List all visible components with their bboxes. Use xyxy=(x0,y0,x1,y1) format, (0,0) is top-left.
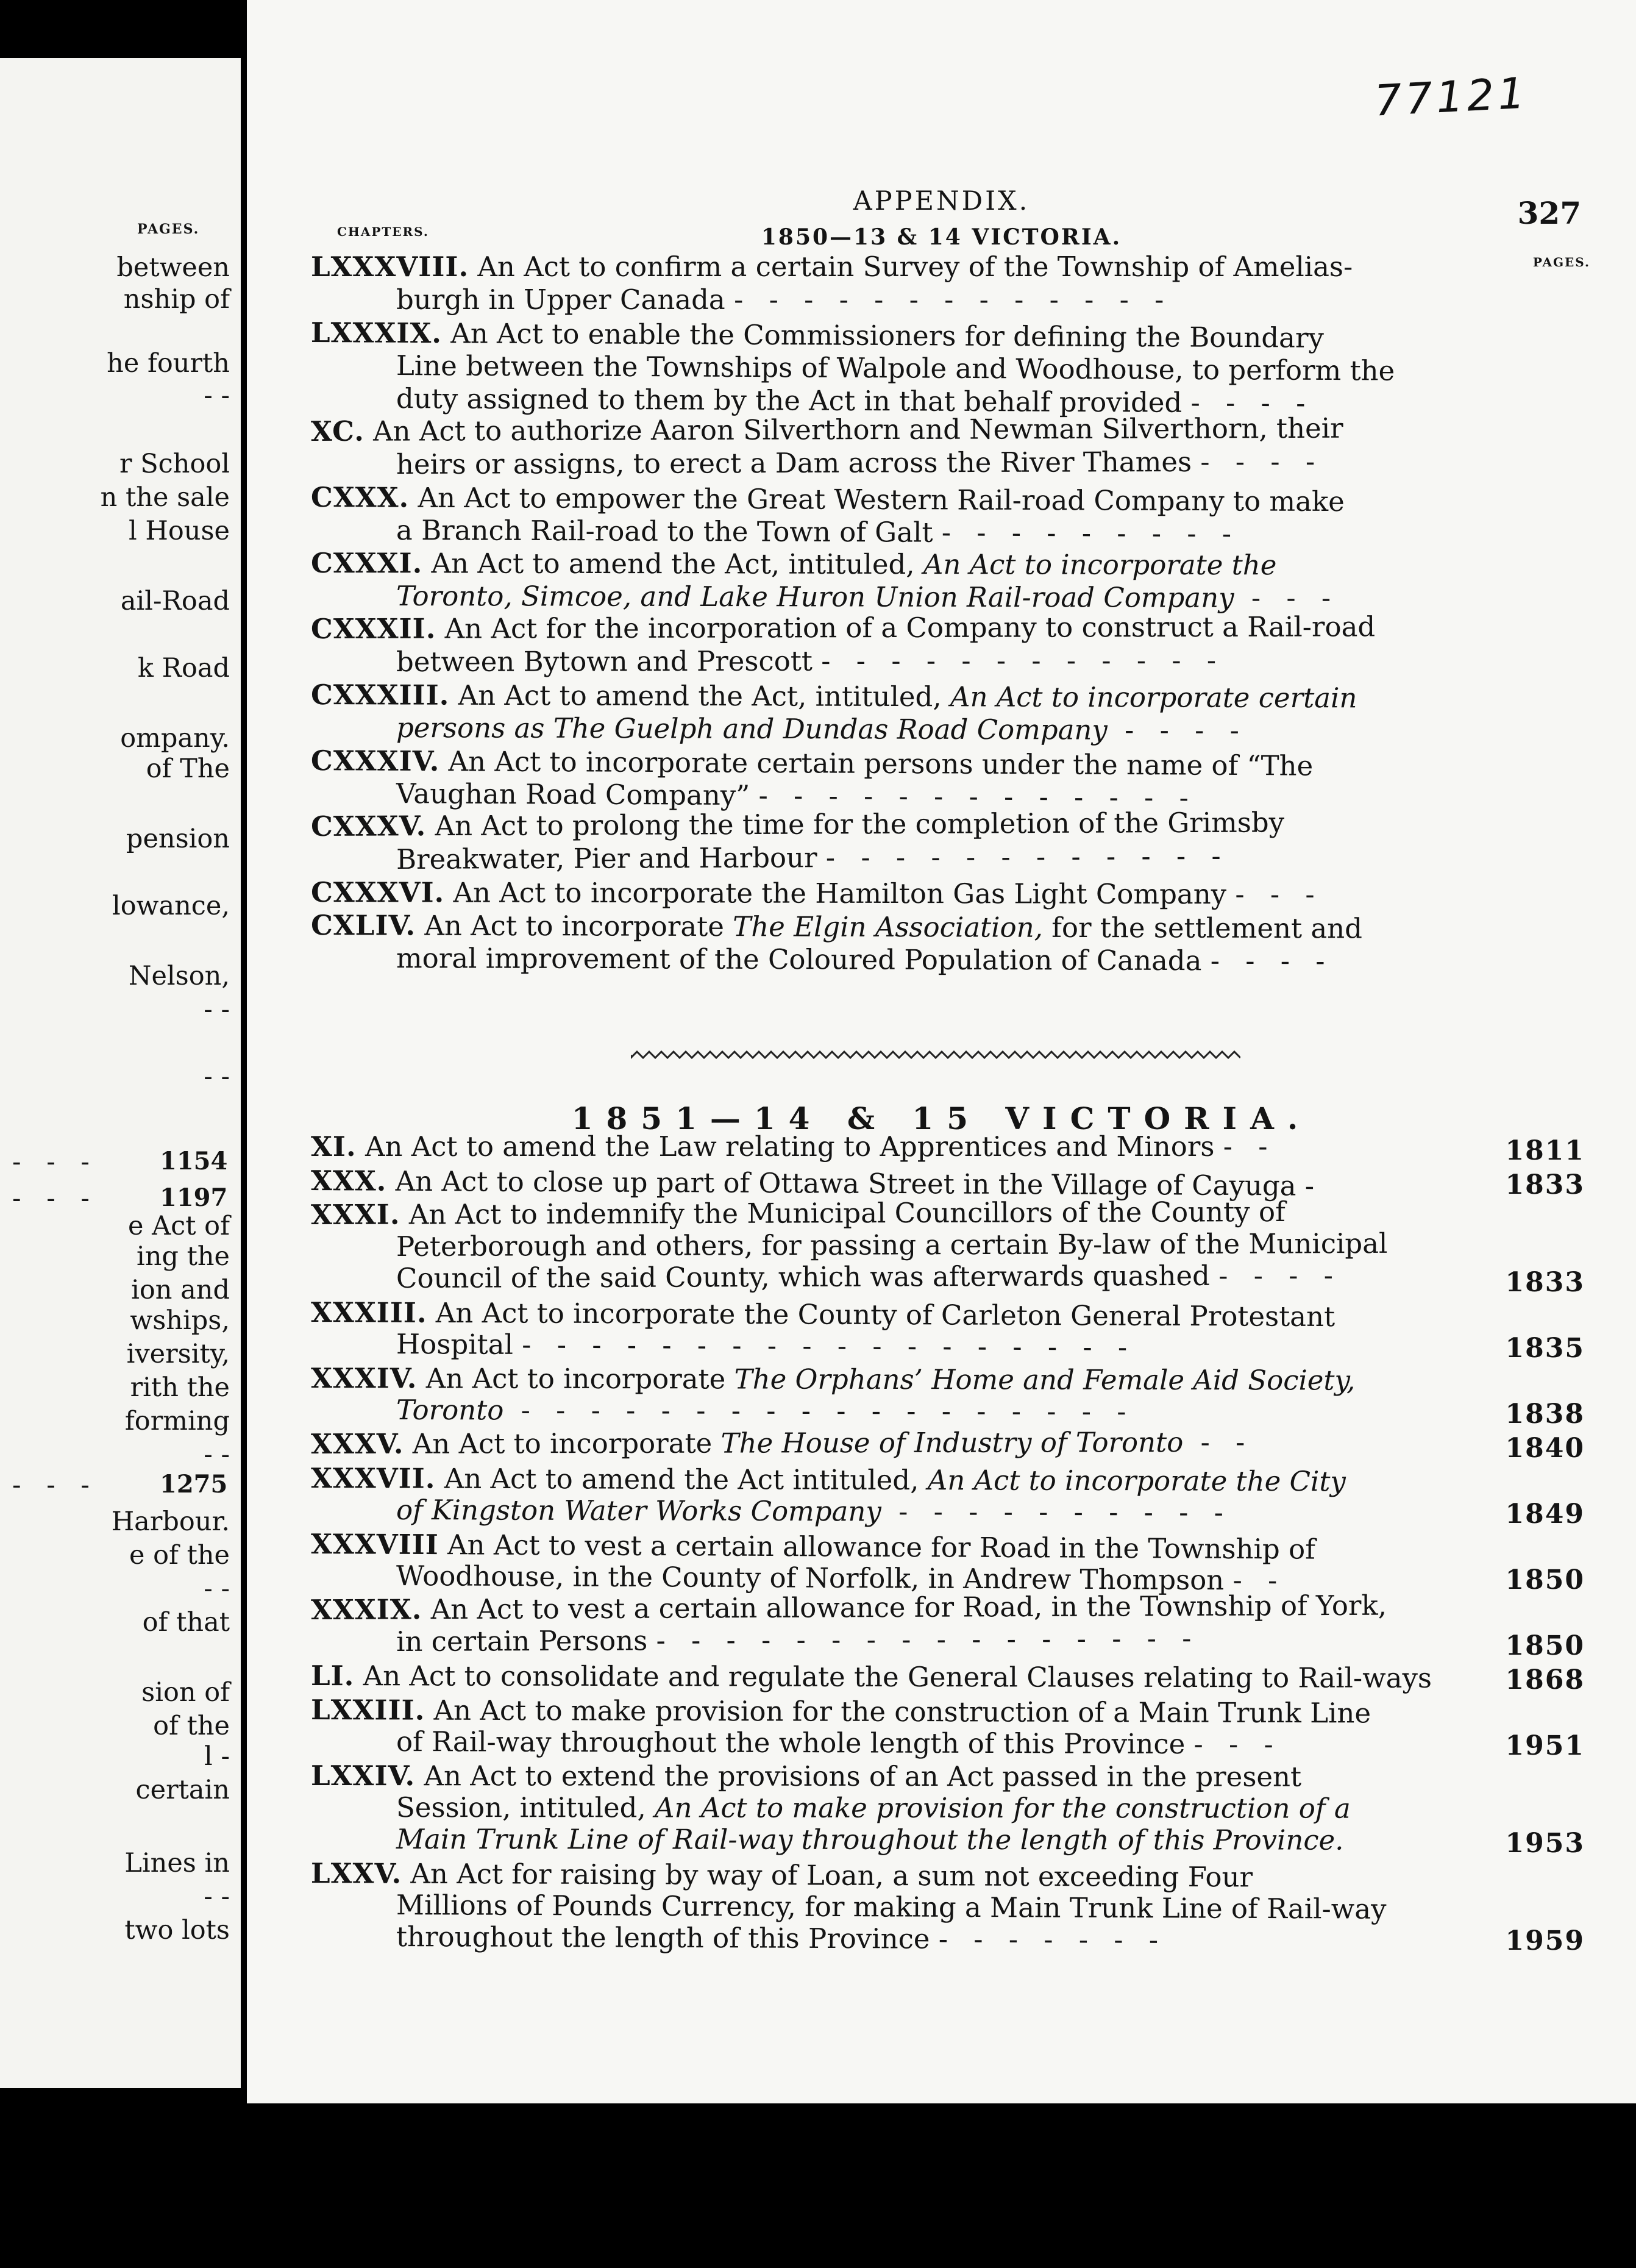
act-text: An Act for the incorporation of a Company to construct a Rail-road xyxy=(436,610,1376,645)
act-text: Main Trunk Line of Rail-way throughout the length of this Province. xyxy=(396,1823,1344,1856)
leader-dashes: - - - - - - - - - - - - - - - - xyxy=(656,1622,1200,1657)
chapter-number: XI. xyxy=(311,1130,357,1163)
leader-dashes: - - xyxy=(1232,1564,1286,1597)
left-text-fragment: Lines in xyxy=(124,1848,230,1878)
chapter-number: CXXXIV. xyxy=(310,744,440,778)
left-text-fragment: ing the xyxy=(136,1241,230,1272)
act-text: of Kingston Water Works Company xyxy=(396,1494,881,1528)
act-line xyxy=(396,284,1173,316)
chapter-number: LXXIII. xyxy=(310,1694,425,1727)
chapter-number: LI. xyxy=(310,1660,355,1692)
act-line xyxy=(396,1560,1286,1597)
left-text-fragment: - - xyxy=(204,1574,230,1604)
act-line xyxy=(310,1164,1323,1202)
page-reference: 1811 xyxy=(1505,1135,1585,1166)
act-text: An Act to amend the Act, intituled, xyxy=(449,679,951,713)
page-reference: 1850 xyxy=(1505,1630,1585,1661)
chapter-number: CXXXIII. xyxy=(310,679,450,711)
act-line xyxy=(311,1130,1276,1163)
left-text-fragment: e Act of xyxy=(127,1211,230,1241)
act-text: An Act to prolong the time for the completion of the Grimsby xyxy=(426,806,1285,843)
act-text: An Act to incorporate certain persons under the name of “The xyxy=(439,745,1314,782)
act-line xyxy=(310,1857,1253,1894)
left-text-fragment: sion of xyxy=(141,1677,230,1708)
act-text: An Act to incorporate the xyxy=(923,548,1277,582)
act-text: Breakwater, Pier and Harbour xyxy=(396,841,826,875)
act-line xyxy=(310,547,1277,582)
chapter-number: CXLIV. xyxy=(310,909,416,942)
page-reference: 1835 xyxy=(1505,1333,1585,1364)
left-text-fragment: r School xyxy=(119,449,230,479)
act-text: An Act to vest a certain allowance for Road in the Township of xyxy=(438,1528,1315,1566)
act-text: Hospital xyxy=(396,1328,522,1361)
chapter-number: XXXVIII xyxy=(310,1528,439,1561)
act-text: persons as The Guelph and Dundas Road Company xyxy=(396,711,1108,746)
act-text: between Bytown and Prescott xyxy=(396,644,822,678)
leader-dashes: - - - - - - - - - xyxy=(941,516,1240,550)
left-text-fragment: forming xyxy=(124,1406,230,1436)
act-line xyxy=(310,1296,1335,1333)
act-text: An Act to indemnify the Municipal Councillors of the County of xyxy=(400,1195,1286,1231)
leader-dashes: - - - - xyxy=(1190,386,1314,419)
left-text-fragment: ail-Road xyxy=(120,586,230,616)
act-line xyxy=(396,1494,1232,1529)
chapters-column-label: CHAPTERS. xyxy=(337,224,429,239)
leader-dashes: - - - - xyxy=(1200,445,1324,478)
chapter-number: LXXXIX. xyxy=(310,316,443,350)
act-text: moral improvement of the Coloured Population of Canada xyxy=(396,942,1211,977)
act-text: Session, intituled, xyxy=(396,1791,655,1824)
page-reference: 1951 xyxy=(1505,1730,1585,1761)
ornamental-divider xyxy=(631,1046,1240,1064)
act-text: burgh in Upper Canada xyxy=(396,284,734,316)
act-text: The Elgin Association, xyxy=(733,910,1044,944)
left-text-fragment: Nelson, xyxy=(128,961,230,991)
act-text: An Act to vest a certain allowance for Road, in the Township of York, xyxy=(422,1589,1387,1626)
leader-dashes: - - xyxy=(1183,1425,1254,1459)
left-text-fragment: ompany. xyxy=(120,723,230,754)
act-line xyxy=(396,1328,1136,1364)
act-line xyxy=(310,1362,1356,1397)
act-text: An Act to incorporate xyxy=(416,909,733,943)
act-line xyxy=(310,481,1345,518)
leader-dashes: - - - - - - - - - - - - - - - - - - xyxy=(503,1394,1135,1428)
act-text: Toronto, Simcoe, and Lake Huron Union Rail-road Company xyxy=(396,580,1234,614)
act-text: An Act to amend the Act intituled, xyxy=(435,1462,928,1497)
act-line xyxy=(310,679,1357,715)
act-text: Toronto xyxy=(396,1394,504,1427)
left-text-fragment: e of the xyxy=(129,1540,230,1571)
act-text: An Act for raising by way of Loan, a sum not exceeding Four xyxy=(402,1857,1253,1894)
left-text-fragment: of The xyxy=(146,754,230,784)
act-text: An Act to close up part of Ottawa Street in the Village of Cayuga xyxy=(386,1164,1305,1202)
act-text: An Act to incorporate the Hamilton Gas Light Company xyxy=(444,876,1236,911)
act-text: An Act to make provision for the construction of a xyxy=(655,1791,1351,1825)
leader-dashes: - - - - - - - - - - xyxy=(881,1495,1232,1529)
left-text-fragment: of that xyxy=(142,1607,230,1638)
act-line xyxy=(310,1425,1254,1460)
act-line xyxy=(396,445,1324,480)
act-text: duty assigned to them by the Act in that behalf provided xyxy=(396,382,1191,419)
left-page-number: 1197 xyxy=(160,1183,228,1212)
chapter-number: CXXXII. xyxy=(310,612,436,645)
chapter-number: LXXXVIII. xyxy=(311,251,469,283)
act-line xyxy=(396,944,1334,975)
act-text: An Act to make provision for the construction of a Main Trunk Line xyxy=(425,1694,1371,1730)
act-text: Woodhouse, in the County of Norfolk, in Andrew Thompson xyxy=(396,1560,1233,1597)
act-line xyxy=(310,1589,1387,1626)
left-text-fragment: between xyxy=(116,252,230,283)
chapter-number: XXXV. xyxy=(310,1427,404,1460)
leader-dashes: - - - - - - - - - - - - - xyxy=(758,779,1197,814)
act-line xyxy=(396,1261,1342,1292)
act-text: in certain Persons xyxy=(396,1624,656,1658)
act-line xyxy=(310,412,1343,448)
act-line xyxy=(396,1891,1387,1923)
chapter-number: CXXXV. xyxy=(310,810,427,843)
left-text-fragment: - - xyxy=(204,1881,230,1912)
leader-dashes: - - - - xyxy=(1218,1259,1342,1292)
act-text: The Orphans’ Home and Female Aid Society, xyxy=(734,1363,1356,1397)
page-reference: 1868 xyxy=(1505,1664,1585,1696)
act-line xyxy=(396,1394,1135,1428)
chapter-number: XC. xyxy=(310,415,365,448)
chapter-number: XXXIV. xyxy=(310,1362,418,1395)
left-text-fragment: k Road xyxy=(137,653,230,683)
act-text: An Act to confirm a certain Survey of the Township of Amelias- xyxy=(469,251,1353,283)
act-text: An Act to enable the Commissioners for defining the Boundary xyxy=(441,317,1324,354)
left-text-fragment: pension xyxy=(126,824,230,854)
left-text-fragment: of the xyxy=(153,1711,230,1741)
left-text-fragment: Harbour. xyxy=(111,1507,230,1537)
leader-dashes: - - - - - - - xyxy=(938,1922,1167,1956)
leader-dashes: - - - - - - - - - - - - xyxy=(821,644,1225,677)
leader-dashes: - - - - - - - - - - - - - xyxy=(734,284,1173,316)
page-reference: 1840 xyxy=(1505,1433,1585,1464)
act-text: An Act to extend the provisions of an Act passed in the present xyxy=(415,1760,1302,1793)
chapter-number: CXXXVI. xyxy=(310,876,445,909)
page-reference: 1953 xyxy=(1505,1828,1585,1859)
left-leader-dashes: - - - xyxy=(12,1183,98,1214)
act-line xyxy=(311,1662,1432,1692)
leader-dashes: - - - - xyxy=(1107,713,1248,747)
act-line xyxy=(310,610,1376,645)
left-leader-dashes: - - - xyxy=(12,1470,98,1500)
act-text: An Act to amend the Act, intituled, xyxy=(422,547,923,581)
chapter-number: CXXXI. xyxy=(310,547,423,580)
chapter-number: CXXX. xyxy=(310,481,410,514)
handwritten-number: 77121 xyxy=(1373,68,1530,126)
act-text: The House of Industry of Toronto xyxy=(720,1426,1184,1460)
act-line xyxy=(310,316,1324,354)
act-line xyxy=(396,842,1229,873)
act-line xyxy=(311,1762,1301,1791)
leader-dashes: - - - - - - - - - - - - - - - - - - xyxy=(522,1328,1136,1364)
pages-column-label: PAGES. xyxy=(1532,255,1590,269)
act-text: Peterborough and others, for passing a certain By-law of the Municipal xyxy=(396,1227,1388,1263)
right-page xyxy=(247,0,1636,2103)
chapter-number: XXXIII. xyxy=(310,1296,427,1329)
left-text-fragment: - - xyxy=(204,1061,230,1092)
left-pages-label: PAGES. xyxy=(137,221,200,237)
leader-dashes: - - - - - - - - - - - - xyxy=(825,840,1229,874)
chapter-number: XXX. xyxy=(310,1164,387,1197)
left-page-number: 1154 xyxy=(160,1147,228,1175)
leader-dashes: - - xyxy=(1223,1130,1276,1163)
page-reference: 1833 xyxy=(1505,1267,1585,1298)
page-reference: 1838 xyxy=(1505,1399,1585,1430)
left-text-fragment: iversity, xyxy=(126,1339,230,1369)
leader-dashes: - - - xyxy=(1235,878,1323,911)
left-text-fragment: l - xyxy=(204,1741,230,1772)
session-heading-1850: 1850—13 & 14 VICTORIA. xyxy=(761,224,1122,250)
act-line xyxy=(310,1528,1315,1566)
act-text: throughout the length of this Province xyxy=(396,1920,939,1955)
page-number: 327 xyxy=(1517,195,1581,231)
act-line xyxy=(310,744,1314,782)
act-text: Vaughan Road Company” xyxy=(396,777,759,812)
act-text: Millions of Pounds Currency, for making a Main Trunk Line of Rail-way xyxy=(396,1889,1387,1925)
left-text-fragment: rith the xyxy=(130,1372,230,1403)
act-line xyxy=(396,1825,1344,1854)
act-line xyxy=(396,1725,1282,1761)
chapter-number: XXXIX. xyxy=(310,1593,422,1626)
act-line xyxy=(311,251,1353,283)
leader-dashes: - - - xyxy=(1234,581,1340,615)
act-line xyxy=(396,1791,1351,1825)
act-line xyxy=(396,349,1395,387)
act-text: Line between the Townships of Walpole and Woodhouse, to perform the xyxy=(396,349,1395,387)
act-text: Council of the said County, which was afterwards quashed xyxy=(396,1259,1219,1294)
act-text: An Act to incorporate the County of Carleton General Protestant xyxy=(427,1296,1335,1333)
act-text: An Act to authorize Aaron Silverthorn and Newman Silverthorn, their xyxy=(364,412,1343,448)
left-page xyxy=(0,58,241,2088)
act-line xyxy=(310,876,1323,911)
act-text: An Act to amend the Law relating to Apprentices and Minors xyxy=(356,1130,1223,1163)
act-text: a Branch Rail-road to the Town of Galt xyxy=(396,514,942,549)
left-text-fragment: l House xyxy=(128,516,230,546)
left-text-fragment: certain xyxy=(135,1775,230,1805)
act-line xyxy=(396,1622,1200,1658)
act-text: An Act to consolidate and regulate the General Clauses relating to Rail-ways xyxy=(354,1660,1432,1694)
act-line xyxy=(396,646,1225,676)
leader-dashes: - xyxy=(1304,1169,1323,1202)
left-text-fragment: lowance, xyxy=(112,891,230,921)
act-text: An Act to incorporate xyxy=(404,1427,721,1460)
left-text-fragment: - - xyxy=(204,994,230,1025)
act-text: An Act to empower the Great Western Rail-road Company to make xyxy=(409,481,1345,518)
act-line xyxy=(310,806,1285,843)
section-title-1851: 1851—14 & 15 VICTORIA. xyxy=(571,1100,1312,1136)
appendix-title: APPENDIX. xyxy=(853,186,1030,216)
act-line xyxy=(396,514,1240,550)
act-line xyxy=(396,711,1248,747)
left-text-fragment: - - xyxy=(204,1439,230,1470)
act-line xyxy=(396,1227,1388,1263)
left-text-fragment: ion and xyxy=(131,1275,230,1305)
leader-dashes: - - - xyxy=(1193,1728,1282,1761)
page-reference: 1833 xyxy=(1505,1169,1585,1200)
page-reference: 1849 xyxy=(1505,1499,1585,1530)
act-text: An Act to incorporate the City xyxy=(927,1464,1346,1498)
left-text-fragment: he fourth xyxy=(107,348,230,379)
act-line xyxy=(310,1195,1286,1231)
left-text-fragment: n the sale xyxy=(100,482,230,513)
act-line xyxy=(396,580,1340,615)
act-line xyxy=(310,1462,1346,1498)
left-page-number: 1275 xyxy=(160,1470,228,1499)
left-text-fragment: nship of xyxy=(123,284,230,315)
left-text-fragment: wships, xyxy=(130,1305,230,1336)
chapter-number: XXXVII. xyxy=(310,1462,436,1495)
act-text: An Act to incorporate xyxy=(417,1362,734,1396)
leader-dashes: - - - - xyxy=(1210,944,1334,977)
chapter-number: LXXV. xyxy=(310,1857,402,1890)
page-reference: 1959 xyxy=(1505,1925,1585,1956)
act-line xyxy=(396,1920,1167,1956)
page-reference: 1850 xyxy=(1505,1564,1585,1596)
act-line xyxy=(310,909,1363,945)
act-text: heirs or assigns, to erect a Dam across the River Thames xyxy=(396,445,1201,480)
chapter-number: LXXIV. xyxy=(310,1760,416,1792)
left-text-fragment: - - xyxy=(204,380,230,411)
left-text-fragment: two lots xyxy=(124,1915,230,1945)
act-text: An Act to incorporate certain xyxy=(950,680,1357,715)
left-leader-dashes: - - - xyxy=(12,1147,98,1177)
act-text: of Rail-way throughout the whole length of this Province xyxy=(396,1725,1194,1761)
act-line xyxy=(310,1694,1371,1730)
chapter-number: XXXI. xyxy=(310,1198,400,1231)
act-text: for the settlement and xyxy=(1042,911,1363,945)
